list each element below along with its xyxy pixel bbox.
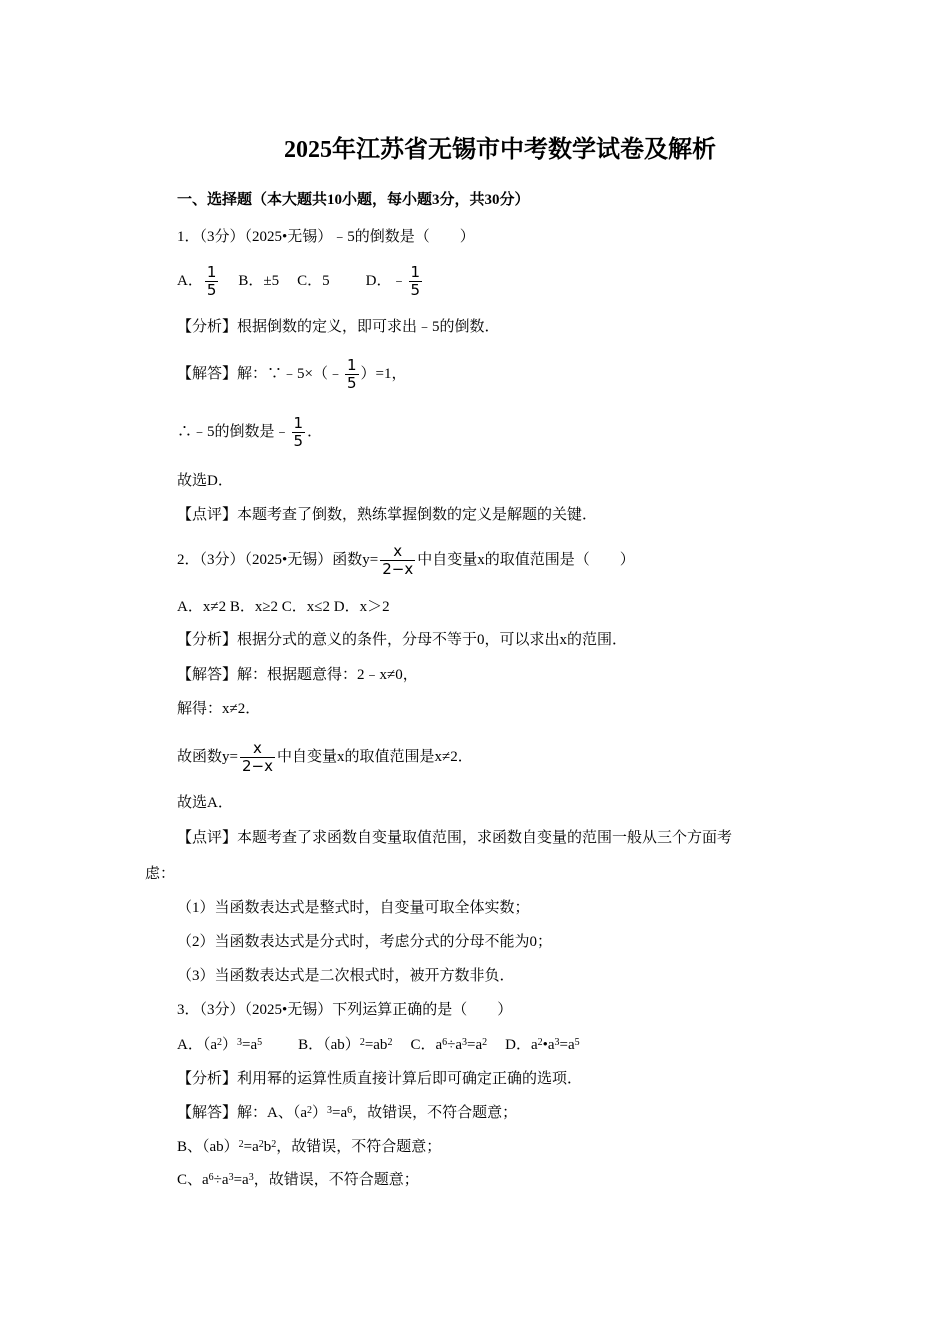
q2-comment: 【点评】本题考查了求函数自变量取值范围，求函数自变量的范围一般从三个方面考 xyxy=(177,830,733,846)
q1-answer-text-end: ）=1， xyxy=(360,366,407,382)
q1-analysis: 【分析】根据倒数的定义，即可求出﹣5的倒数． xyxy=(177,319,500,335)
q1-option-c: C．5 xyxy=(297,273,330,289)
q2-stem-fraction xyxy=(380,543,415,578)
fraction-denominator: 5 xyxy=(410,281,421,300)
fraction-denominator: 2−x xyxy=(241,757,273,776)
q1-choice: 故选D． xyxy=(177,473,233,489)
fraction-numerator: 1 xyxy=(206,263,217,282)
q2-choice: 故选A． xyxy=(177,795,233,811)
q1-answer-fraction xyxy=(345,357,359,392)
q2-options: A．x≠2 B．x≥2 C．x≤2 D．x＞2 xyxy=(177,599,390,615)
q2-comment-continued: 虑： xyxy=(145,866,176,882)
page-title: 2025年江苏省无锡市中考数学试卷及解析 xyxy=(284,137,716,163)
q2-comment-item-1: （1）当函数表达式是整式时，自变量可取全体实数； xyxy=(177,900,530,916)
q1-answer xyxy=(177,355,406,393)
q1-therefore-text: ∴﹣5的倒数是﹣ xyxy=(177,424,290,440)
fraction-denominator: 2−x xyxy=(382,560,414,579)
q1-comment: 【点评】本题考查了倒数，熟练掌握倒数的定义是解题的关键． xyxy=(177,507,598,523)
fraction-numerator: 1 xyxy=(346,356,357,375)
q2-conclusion-text: 故函数y= xyxy=(177,749,238,765)
q2-conclusion xyxy=(177,738,473,776)
q3-answer-b: B、$(ab)^2=a^2b^2$，故错误，不符合题意； xyxy=(177,1139,442,1155)
q3-answer-a: 【解答】解：A、$(a^2)^3=a^6$，故错误，不符合题意； xyxy=(177,1105,518,1121)
q1-option-b: B．±5 xyxy=(238,273,280,289)
q1-option-a-label: A． xyxy=(177,273,203,289)
q2-conclusion-fraction xyxy=(240,740,275,775)
q1-answer-text: 【解答】解：∵﹣5×（﹣ xyxy=(177,366,343,382)
q2-stem-text-end: 中自变量x的取值范围是（ ） xyxy=(417,552,635,568)
q2-conclusion-text-end: 中自变量x的取值范围是x≠2． xyxy=(276,749,473,765)
q1-option-d-label: D．﹣ xyxy=(365,273,407,289)
q1-therefore xyxy=(177,413,322,451)
q2-comment-item-2: （2）当函数表达式是分式时，考虑分式的分母不能为0； xyxy=(177,934,553,950)
q1-option-a-fraction xyxy=(205,264,219,299)
q1-stem: 1．（3分）（2025•无锡）﹣5的倒数是（ ） xyxy=(177,229,475,245)
q2-comment-item-3: （3）当函数表达式是二次根式时，被开方数非负． xyxy=(177,968,515,984)
q1-option-d-fraction xyxy=(409,264,423,299)
fraction-denominator: 5 xyxy=(206,281,217,300)
q3-answer-c: C、$a^6\div a^3=a^3$，故错误，不符合题意； xyxy=(177,1172,419,1188)
fraction-numerator: 1 xyxy=(293,414,304,433)
q1-options xyxy=(177,262,424,300)
q1-therefore-text-end: ． xyxy=(307,424,323,440)
section-heading: 一、选择题（本大题共10小题，每小题3分，共30分） xyxy=(177,192,530,208)
q2-stem xyxy=(177,541,635,579)
fraction-denominator: 5 xyxy=(346,374,357,393)
q2-answer: 【解答】解：根据题意得：2﹣x≠0， xyxy=(177,667,418,683)
q1-therefore-fraction xyxy=(292,415,306,450)
q2-stem-text: 2．（3分）（2025•无锡）函数y= xyxy=(177,552,379,568)
q2-analysis: 【分析】根据分式的意义的条件，分母不等于0，可以求出x的范围． xyxy=(177,632,628,648)
fraction-numerator: x xyxy=(240,740,275,758)
q3-analysis: 【分析】利用幂的运算性质直接计算后即可确定正确的选项． xyxy=(177,1071,583,1087)
q3-stem: 3．（3分）（2025•无锡）下列运算正确的是（ ） xyxy=(177,1002,513,1018)
fraction-numerator: x xyxy=(380,543,415,561)
q2-solve: 解得：x≠2． xyxy=(177,701,261,717)
fraction-denominator: 5 xyxy=(293,432,304,451)
q3-options: A．$(a^2)^3=a^5$ B．$(ab)^2=ab^2$ C．$a^6\div a^3=a^2$ D．$a^2•a^3=a^5$ xyxy=(177,1037,580,1053)
fraction-numerator: 1 xyxy=(410,263,421,282)
